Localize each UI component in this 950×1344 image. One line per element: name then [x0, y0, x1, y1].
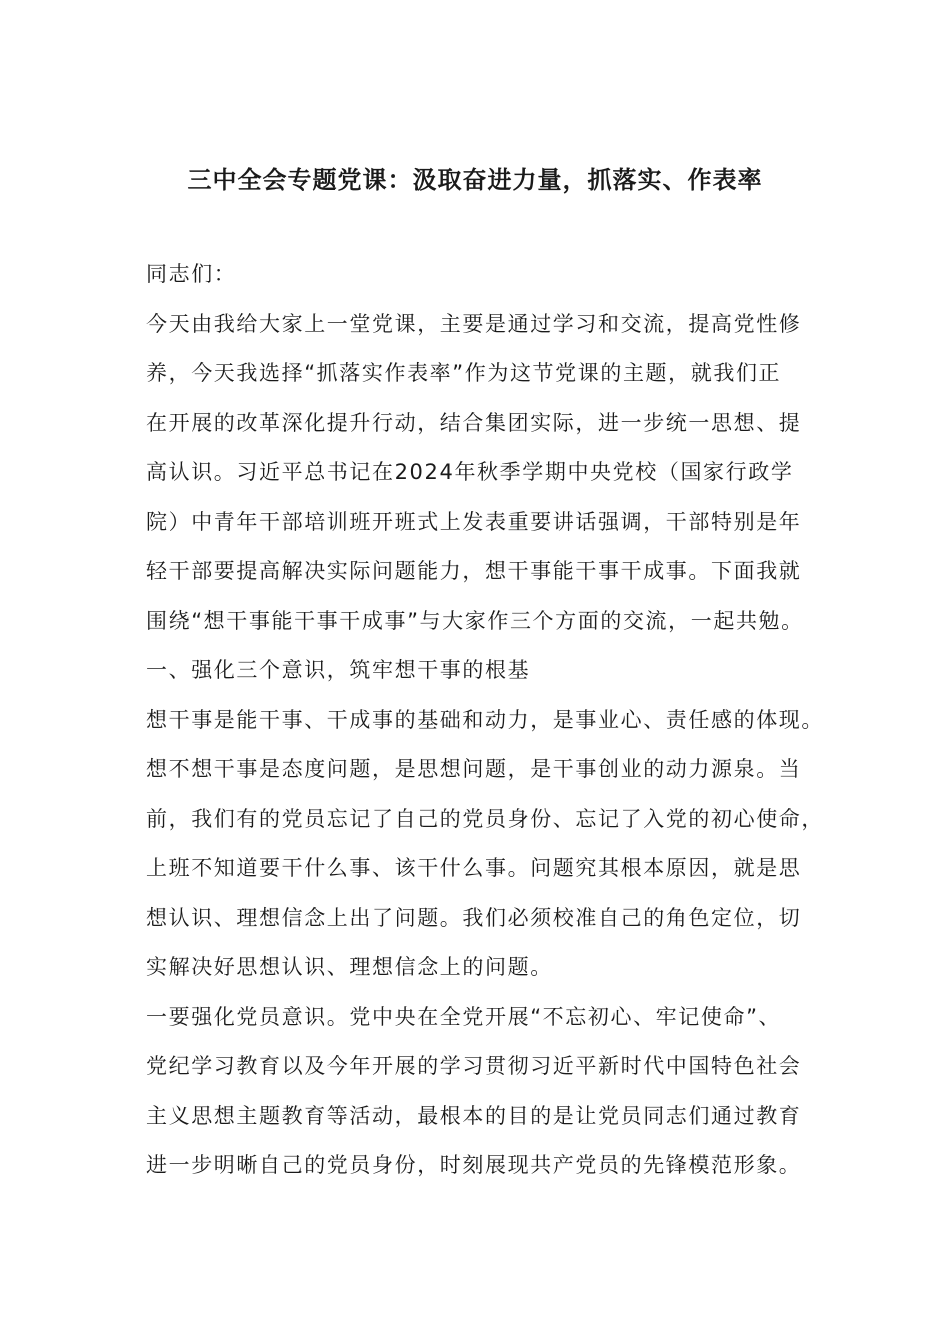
body-line: 前，我们有的党员忘记了自己的党员身份、忘记了入党的初心使命，: [146, 806, 824, 831]
body-line: 同志们：: [146, 262, 237, 286]
body-line: 上班不知道要干什么事、该干什么事。问题究其根本原因，就是思: [146, 856, 802, 880]
document-title: 三中全会专题党课：汲取奋进力量，抓落实、作表率: [187, 166, 763, 194]
body-line: 高认识。习近平总书记在2024年秋季学期中央党校（国家行政学: [146, 460, 794, 484]
body-line: 实解决好思想认识、理想信念上的问题。: [146, 955, 553, 979]
body-line: 今天由我给大家上一堂党课，主要是通过学习和交流，提高党性修: [146, 311, 802, 336]
body-line: 想不想干事是态度问题，是思想问题，是干事创业的动力源泉。当: [146, 757, 802, 781]
document-body: [146, 250, 836, 1191]
body-line: 轻干部要提高解决实际问题能力，想干事能干事干成事。下面我就: [146, 559, 802, 583]
body-line: 想干事是能干事、干成事的基础和动力，是事业心、责任感的体现。: [146, 707, 824, 732]
body-line: 一要强化党员意识。党中央在全党开展“不忘初心、牢记使命”、: [146, 1004, 782, 1029]
body-line: 养，今天我选择“抓落实作表率”作为这节党课的主题，就我们正: [146, 361, 782, 385]
section-heading: 一、强化三个意识，筑牢想干事的根基: [146, 658, 531, 682]
body-line: 党纪学习教育以及今年开展的学习贯彻习近平新时代中国特色社会: [146, 1054, 802, 1078]
body-line: 进一步明晰自己的党员身份，时刻展现共产党员的先锋模范形象。: [146, 1153, 802, 1177]
body-line: 院）中青年干部培训班开班式上发表重要讲话强调，干部特别是年: [146, 509, 802, 534]
body-line: 主义思想主题教育等活动，最根本的目的是让党员同志们通过教育: [146, 1103, 802, 1128]
body-line: 想认识、理想信念上出了问题。我们必须校准自己的角色定位，切: [146, 905, 802, 930]
body-line: 围绕“想干事能干事干成事”与大家作三个方面的交流，一起共勉。: [146, 608, 804, 633]
body-line: 在开展的改革深化提升行动，结合集团实际，进一步统一思想、提: [146, 410, 802, 435]
